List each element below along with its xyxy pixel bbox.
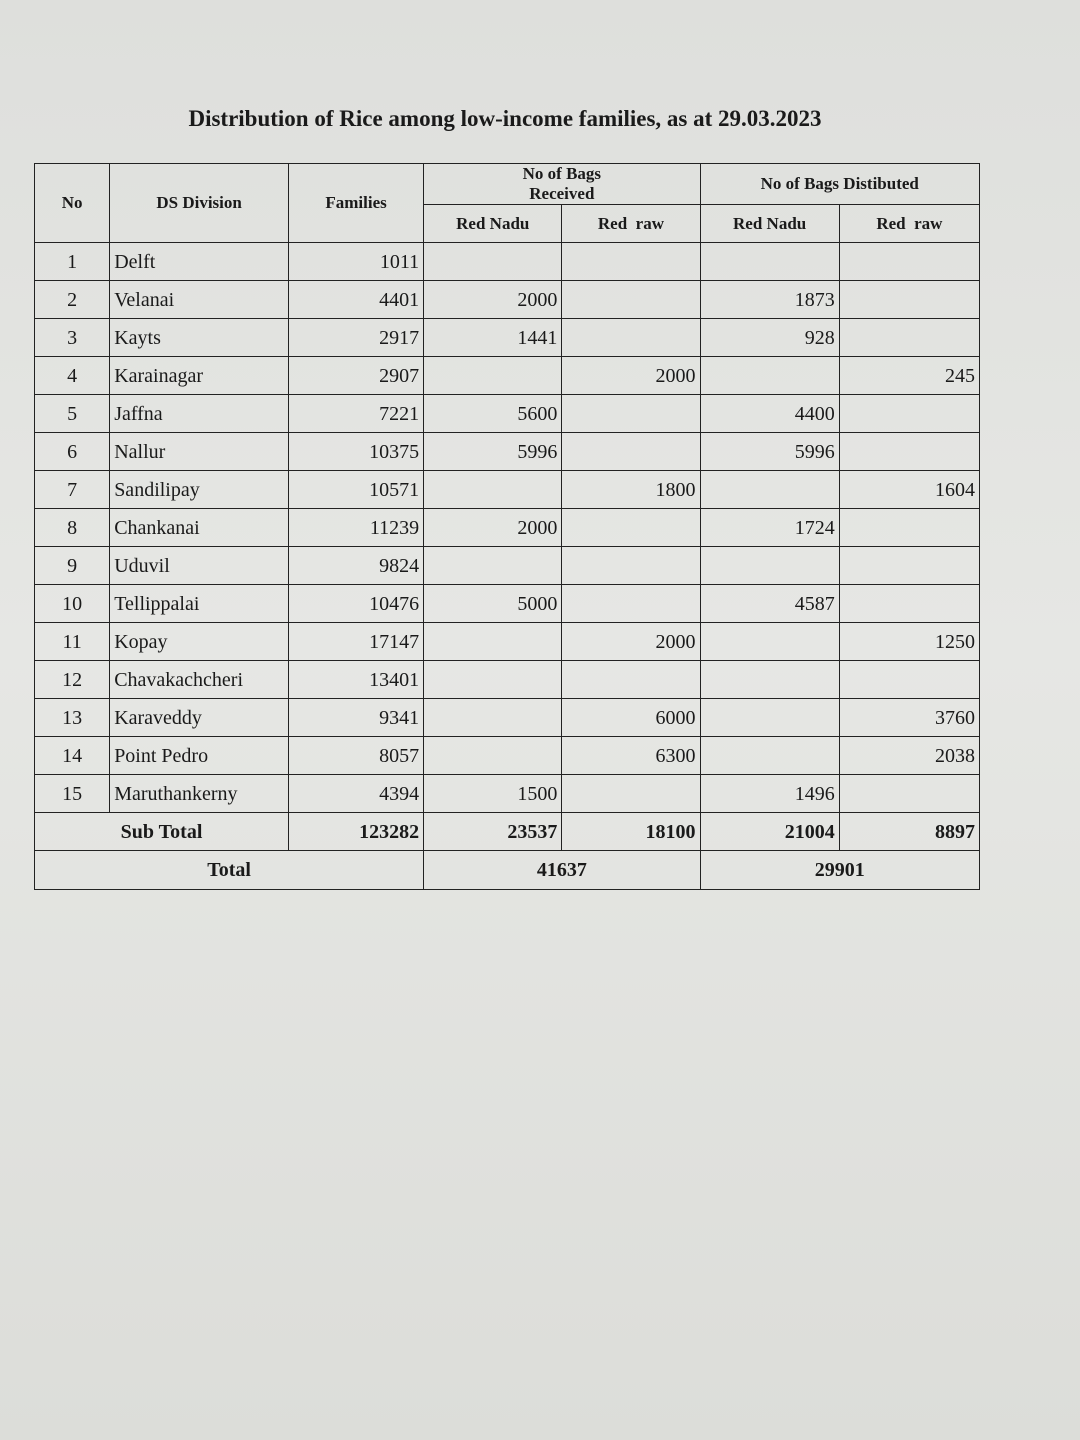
row-no: 6	[35, 433, 110, 471]
row-no: 11	[35, 623, 110, 661]
subtotal-distributed-red-nadu: 21004	[700, 813, 839, 851]
row-families: 9824	[289, 547, 424, 585]
row-ds-division: Velanai	[110, 281, 289, 319]
row-received-red-nadu	[424, 471, 562, 509]
row-families: 10476	[289, 585, 424, 623]
row-distributed-red-raw: 3760	[839, 699, 979, 737]
row-distributed-red-raw	[839, 775, 979, 813]
row-distributed-red-nadu	[700, 357, 839, 395]
table-row	[35, 547, 980, 585]
row-ds-division: Point Pedro	[110, 737, 289, 775]
row-families: 13401	[289, 661, 424, 699]
table-row	[35, 623, 980, 661]
row-distributed-red-nadu: 928	[700, 319, 839, 357]
row-received-red-raw: 2000	[562, 357, 700, 395]
row-received-red-raw	[562, 281, 700, 319]
row-distributed-red-nadu: 1873	[700, 281, 839, 319]
table-row	[35, 357, 980, 395]
row-distributed-red-raw	[839, 281, 979, 319]
header-bags-received-label: No of Bags Received	[522, 164, 602, 203]
table-row	[35, 433, 980, 471]
document-title: Distribution of Rice among low-income families, as at 29.03.2023	[188, 106, 822, 131]
row-received-red-raw	[562, 661, 700, 699]
table-row	[35, 395, 980, 433]
row-received-red-raw	[562, 433, 700, 471]
row-ds-division: Kopay	[110, 623, 289, 661]
row-ds-division: Sandilipay	[110, 471, 289, 509]
header-distributed-red-nadu: Red Nadu	[700, 205, 839, 243]
row-received-red-raw	[562, 775, 700, 813]
row-distributed-red-nadu	[700, 471, 839, 509]
row-families: 17147	[289, 623, 424, 661]
row-no: 8	[35, 509, 110, 547]
subtotal-families: 123282	[289, 813, 424, 851]
row-ds-division: Maruthankerny	[110, 775, 289, 813]
total-row	[35, 851, 980, 890]
row-no: 3	[35, 319, 110, 357]
header-bags-distributed: No of Bags Distibuted	[700, 164, 979, 205]
row-ds-division: Karaveddy	[110, 699, 289, 737]
header-bags-received	[424, 164, 700, 205]
row-distributed-red-nadu	[700, 547, 839, 585]
subtotal-received-red-raw: 18100	[562, 813, 700, 851]
row-received-red-raw: 1800	[562, 471, 700, 509]
row-no: 1	[35, 243, 110, 281]
total-distributed: 29901	[700, 851, 979, 890]
row-families: 2917	[289, 319, 424, 357]
row-distributed-red-raw	[839, 319, 979, 357]
row-no: 7	[35, 471, 110, 509]
row-no: 13	[35, 699, 110, 737]
row-received-red-nadu	[424, 243, 562, 281]
row-ds-division: Kayts	[110, 319, 289, 357]
row-no: 15	[35, 775, 110, 813]
row-distributed-red-nadu: 4400	[700, 395, 839, 433]
table-row	[35, 281, 980, 319]
row-received-red-nadu	[424, 547, 562, 585]
row-received-red-nadu: 2000	[424, 509, 562, 547]
table-body	[35, 243, 980, 813]
row-ds-division: Uduvil	[110, 547, 289, 585]
row-distributed-red-raw	[839, 547, 979, 585]
row-ds-division: Tellippalai	[110, 585, 289, 623]
subtotal-received-red-nadu: 23537	[424, 813, 562, 851]
header-families: Families	[289, 164, 424, 243]
subtotal-row	[35, 813, 980, 851]
row-distributed-red-nadu: 5996	[700, 433, 839, 471]
header-ds-division: DS Division	[110, 164, 289, 243]
row-distributed-red-nadu: 1724	[700, 509, 839, 547]
row-received-red-nadu	[424, 623, 562, 661]
table-row	[35, 661, 980, 699]
subtotal-distributed-red-raw: 8897	[839, 813, 979, 851]
row-received-red-nadu: 5000	[424, 585, 562, 623]
row-distributed-red-raw	[839, 509, 979, 547]
table-row	[35, 243, 980, 281]
row-received-red-raw	[562, 395, 700, 433]
row-received-red-raw	[562, 547, 700, 585]
row-received-red-nadu	[424, 357, 562, 395]
row-ds-division: Chavakachcheri	[110, 661, 289, 699]
row-distributed-red-raw	[839, 661, 979, 699]
row-received-red-raw	[562, 319, 700, 357]
row-received-red-nadu	[424, 699, 562, 737]
row-received-red-nadu: 5996	[424, 433, 562, 471]
row-received-red-raw	[562, 243, 700, 281]
subtotal-label: Sub Total	[35, 813, 289, 851]
header-received-red-nadu: Red Nadu	[424, 205, 562, 243]
table-row	[35, 319, 980, 357]
row-ds-division: Karainagar	[110, 357, 289, 395]
row-no: 5	[35, 395, 110, 433]
row-distributed-red-raw	[839, 433, 979, 471]
table-row	[35, 699, 980, 737]
row-distributed-red-raw	[839, 395, 979, 433]
row-distributed-red-nadu: 4587	[700, 585, 839, 623]
header-received-red-raw: Red raw	[562, 205, 700, 243]
row-received-red-nadu: 1441	[424, 319, 562, 357]
row-ds-division: Chankanai	[110, 509, 289, 547]
rice-distribution-table	[34, 163, 980, 890]
row-families: 10571	[289, 471, 424, 509]
row-ds-division: Jaffna	[110, 395, 289, 433]
row-received-red-nadu: 2000	[424, 281, 562, 319]
total-received: 41637	[424, 851, 700, 890]
row-families: 4401	[289, 281, 424, 319]
row-no: 12	[35, 661, 110, 699]
row-families: 11239	[289, 509, 424, 547]
row-received-red-raw: 2000	[562, 623, 700, 661]
row-distributed-red-raw: 2038	[839, 737, 979, 775]
table-row	[35, 775, 980, 813]
row-distributed-red-nadu	[700, 623, 839, 661]
row-families: 2907	[289, 357, 424, 395]
row-distributed-red-nadu: 1496	[700, 775, 839, 813]
row-received-red-nadu	[424, 737, 562, 775]
row-distributed-red-raw: 245	[839, 357, 979, 395]
row-families: 10375	[289, 433, 424, 471]
row-distributed-red-nadu	[700, 661, 839, 699]
row-no: 14	[35, 737, 110, 775]
row-received-red-raw	[562, 509, 700, 547]
row-received-red-raw: 6300	[562, 737, 700, 775]
row-distributed-red-nadu	[700, 243, 839, 281]
row-received-red-nadu: 1500	[424, 775, 562, 813]
row-distributed-red-raw	[839, 585, 979, 623]
row-no: 10	[35, 585, 110, 623]
row-no: 9	[35, 547, 110, 585]
row-distributed-red-raw: 1604	[839, 471, 979, 509]
table-row	[35, 509, 980, 547]
total-label: Total	[35, 851, 424, 890]
row-no: 2	[35, 281, 110, 319]
row-families: 9341	[289, 699, 424, 737]
row-distributed-red-raw	[839, 243, 979, 281]
row-families: 7221	[289, 395, 424, 433]
row-received-red-nadu: 5600	[424, 395, 562, 433]
table-row	[35, 585, 980, 623]
row-families: 1011	[289, 243, 424, 281]
table-row	[35, 737, 980, 775]
row-families: 8057	[289, 737, 424, 775]
row-distributed-red-raw: 1250	[839, 623, 979, 661]
table-row	[35, 471, 980, 509]
row-received-red-raw	[562, 585, 700, 623]
row-ds-division: Delft	[110, 243, 289, 281]
row-received-red-raw: 6000	[562, 699, 700, 737]
row-ds-division: Nallur	[110, 433, 289, 471]
header-no: No	[35, 164, 110, 243]
row-received-red-nadu	[424, 661, 562, 699]
row-distributed-red-nadu	[700, 699, 839, 737]
row-no: 4	[35, 357, 110, 395]
row-families: 4394	[289, 775, 424, 813]
header-distributed-red-raw: Red raw	[839, 205, 979, 243]
row-distributed-red-nadu	[700, 737, 839, 775]
